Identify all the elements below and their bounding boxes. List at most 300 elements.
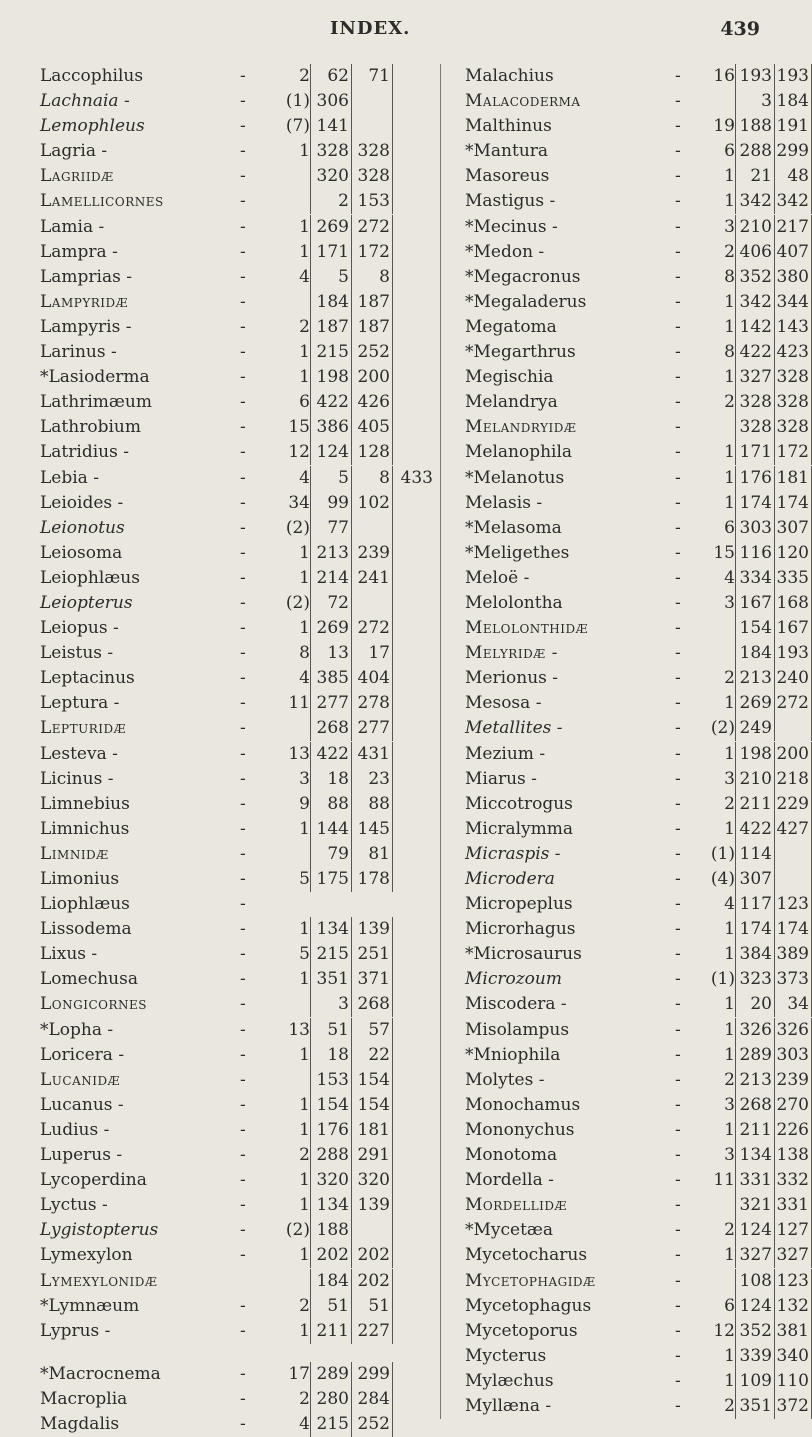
entry-number-2: 13	[310, 641, 351, 666]
entry-number-3: 71	[351, 64, 393, 89]
entry-name: Lemophleus	[40, 116, 145, 137]
entry-number-1: 4	[724, 894, 735, 915]
entry-dash: -	[240, 643, 246, 664]
entry-number-2: 269	[310, 616, 351, 641]
entry-number-3: 278	[351, 691, 393, 716]
entry-number-1: 1	[724, 1245, 735, 1266]
entry-name: Monochamus	[465, 1094, 581, 1115]
entry-number-4	[393, 240, 433, 265]
entry-number-2: 406	[735, 240, 774, 265]
index-entry	[40, 1068, 435, 1093]
entry-numbers	[260, 591, 433, 616]
entry-number-3: 57	[351, 1018, 393, 1043]
entry-number-2: 174	[735, 917, 774, 942]
index-entry	[40, 114, 435, 139]
entry-number-4	[393, 1043, 433, 1068]
entry-dash: -	[240, 843, 246, 864]
entry-numbers	[260, 139, 433, 164]
entry-dash: -	[240, 894, 246, 915]
entry-number-3: 168	[774, 591, 812, 616]
entry-name: *Melasoma	[465, 517, 562, 538]
index-entry	[40, 1269, 435, 1294]
entry-number-4	[393, 817, 433, 842]
entry-dash: -	[240, 367, 246, 388]
entry-name: Lagria -	[40, 141, 108, 162]
entry-number-3: 291	[351, 1143, 393, 1168]
entry-number-2: 422	[735, 817, 774, 842]
entry-numbers	[260, 1412, 433, 1437]
entry-number-1: 8	[724, 266, 735, 287]
index-entry	[465, 1143, 809, 1168]
index-entry	[40, 817, 435, 842]
entry-dash: -	[240, 592, 246, 613]
index-entry	[465, 466, 809, 491]
entry-number-4	[393, 215, 433, 240]
entry-numbers	[260, 1362, 433, 1387]
entry-dash: -	[675, 1195, 681, 1216]
entry-numbers	[695, 516, 812, 541]
entry-numbers	[695, 942, 812, 967]
index-entry	[465, 340, 809, 365]
entry-number-2: 210	[735, 215, 774, 240]
entry-number-1: 1	[299, 241, 310, 262]
index-entry	[465, 365, 809, 390]
entry-numbers	[260, 415, 433, 440]
entry-dash: -	[675, 91, 681, 112]
entry-name: *Mycetæa	[465, 1220, 554, 1241]
entry-dash: -	[240, 668, 246, 689]
entry-number-3: 181	[351, 1118, 393, 1143]
entry-name: Miccotrogus	[465, 793, 573, 814]
entry-name: Lesteva -	[40, 743, 118, 764]
index-entry	[40, 491, 435, 516]
entry-dash: -	[675, 944, 681, 965]
entry-number-4	[393, 967, 433, 992]
entry-name: *Megarthrus	[465, 342, 576, 363]
entry-number-3: 123	[774, 1269, 812, 1294]
entry-dash: -	[240, 216, 246, 237]
entry-number-1	[695, 89, 735, 114]
entry-number-2: 188	[310, 1218, 351, 1243]
entry-dash: -	[240, 241, 246, 262]
entry-name: *Microsaurus	[465, 944, 582, 965]
entry-number-1: (2)	[710, 718, 735, 739]
entry-number-4	[393, 691, 433, 716]
entry-numbers	[260, 1018, 433, 1043]
entry-number-2: 124	[735, 1294, 774, 1319]
entry-numbers	[695, 842, 812, 867]
entry-number-2: 117	[735, 892, 774, 917]
entry-number-1: 12	[288, 442, 310, 463]
entry-number-3: 303	[774, 1043, 812, 1068]
entry-number-1: 2	[724, 1220, 735, 1241]
entry-number-2: 277	[310, 691, 351, 716]
index-entry	[465, 189, 809, 214]
entry-number-3: 327	[774, 1243, 812, 1268]
entry-number-4	[393, 516, 433, 541]
entry-number-2: 342	[735, 290, 774, 315]
entry-dash: -	[675, 843, 681, 864]
entry-name: Melolonthidæ	[465, 618, 589, 639]
entry-name: Mycterus	[465, 1345, 547, 1366]
entry-dash: -	[675, 241, 681, 262]
entry-number-3: 407	[774, 240, 812, 265]
entry-name: Microzoum	[465, 969, 562, 990]
index-entry	[40, 892, 435, 917]
entry-number-4	[393, 265, 433, 290]
entry-number-1: 1	[724, 1345, 735, 1366]
entry-number-2: 198	[735, 742, 774, 767]
entry-dash: -	[240, 1363, 246, 1384]
entry-numbers	[260, 164, 433, 189]
entry-number-2: 288	[310, 1143, 351, 1168]
entry-number-2: 99	[310, 491, 351, 516]
entry-numbers	[260, 265, 433, 290]
entry-number-2: 154	[310, 1093, 351, 1118]
entry-number-3: 404	[351, 666, 393, 691]
entry-dash: -	[240, 517, 246, 538]
entry-number-1: (1)	[285, 91, 310, 112]
entry-number-1: 6	[724, 1295, 735, 1316]
entry-number-1: 2	[299, 66, 310, 86]
index-entry	[465, 315, 809, 340]
entry-dash: -	[675, 392, 681, 413]
entry-number-3: 299	[351, 1362, 393, 1387]
index-entry	[465, 1344, 809, 1369]
entry-number-3	[774, 716, 812, 741]
index-entry	[465, 992, 809, 1017]
index-entry	[40, 315, 435, 340]
entry-dash: -	[675, 542, 681, 563]
index-entry	[40, 1218, 435, 1243]
entry-number-1: 1	[299, 1044, 310, 1065]
entry-dash: -	[240, 291, 246, 312]
entry-number-1: 19	[713, 116, 735, 137]
entry-dash: -	[240, 1094, 246, 1115]
entry-number-1: 1	[724, 291, 735, 312]
entry-number-3: 380	[774, 265, 812, 290]
entry-number-3: 17	[351, 641, 393, 666]
entry-number-2: 124	[735, 1218, 774, 1243]
entry-name: Mordellidæ	[465, 1195, 567, 1216]
entry-numbers	[260, 1168, 433, 1193]
entry-dash: -	[675, 342, 681, 363]
entry-number-4	[393, 1269, 433, 1294]
entry-number-3: 371	[351, 967, 393, 992]
entry-number-3	[351, 114, 393, 139]
entry-numbers	[260, 189, 433, 214]
entry-name: Micraspis -	[465, 843, 561, 864]
entry-name: Lygistopterus	[40, 1220, 159, 1241]
index-entry	[465, 1394, 809, 1419]
entry-number-1: 1	[299, 969, 310, 990]
entry-name: Loricera -	[40, 1044, 125, 1065]
index-entry	[465, 290, 809, 315]
entry-number-2: 306	[310, 89, 351, 114]
entry-numbers	[260, 215, 433, 240]
index-entry	[40, 215, 435, 240]
entry-numbers	[260, 1243, 433, 1268]
index-entry	[465, 390, 809, 415]
entry-number-1: 1	[299, 1195, 310, 1216]
index-entry	[465, 114, 809, 139]
entry-numbers	[260, 917, 433, 942]
entry-numbers	[260, 390, 433, 415]
entry-number-1: 6	[724, 517, 735, 538]
index-entry	[465, 792, 809, 817]
entry-name: Lathrobium	[40, 417, 141, 438]
entry-number-1: 1	[724, 316, 735, 337]
entry-number-1: 1	[724, 492, 735, 513]
index-entry	[465, 666, 809, 691]
entry-name: Microdera	[465, 869, 555, 889]
entry-number-3: 187	[351, 315, 393, 340]
entry-dash: -	[675, 894, 681, 915]
row-spacer	[40, 1344, 435, 1362]
entry-number-3: 34	[774, 992, 812, 1017]
entry-number-3: 181	[774, 466, 812, 491]
entry-numbers	[695, 240, 812, 265]
entry-dash: -	[675, 191, 681, 212]
entry-number-1: (2)	[285, 517, 310, 538]
entry-number-1	[260, 189, 310, 214]
index-entry	[40, 240, 435, 265]
entry-dash: -	[675, 1345, 681, 1366]
index-entry	[40, 767, 435, 792]
entry-name: Microrhagus	[465, 919, 576, 940]
entry-dash: -	[675, 969, 681, 990]
entry-numbers	[695, 541, 812, 566]
entry-numbers	[260, 89, 433, 114]
index-entry	[465, 215, 809, 240]
entry-dash: -	[675, 492, 681, 513]
entry-name: Lucanus -	[40, 1094, 124, 1115]
entry-number-4	[393, 1319, 433, 1344]
index-entry	[40, 792, 435, 817]
entry-number-4	[393, 491, 433, 516]
index-entry	[465, 817, 809, 842]
entry-number-2: 142	[735, 315, 774, 340]
index-entry	[40, 466, 435, 491]
index-entry	[465, 1294, 809, 1319]
entry-dash: -	[240, 1019, 246, 1040]
entry-dash: -	[675, 1370, 681, 1391]
entry-number-4	[393, 1143, 433, 1168]
entry-number-1: 8	[299, 643, 310, 664]
entry-number-1: 3	[724, 1145, 735, 1166]
entry-dash: -	[240, 994, 246, 1015]
entry-number-3: 200	[351, 365, 393, 390]
entry-number-4	[393, 390, 433, 415]
index-entry	[40, 1093, 435, 1118]
entry-number-2: 77	[310, 516, 351, 541]
entry-number-2: 320	[310, 164, 351, 189]
entry-numbers	[260, 240, 433, 265]
entry-number-2: 213	[310, 541, 351, 566]
entry-numbers	[260, 566, 433, 591]
entry-dash: -	[675, 316, 681, 337]
entry-numbers	[260, 967, 433, 992]
entry-name: Limonius	[40, 869, 120, 889]
index-entry	[465, 691, 809, 716]
entry-number-3: 217	[774, 215, 812, 240]
index-entry	[465, 1118, 809, 1143]
entry-number-2: 328	[310, 139, 351, 164]
index-entry	[465, 942, 809, 967]
entry-numbers	[695, 466, 812, 491]
entry-number-4	[393, 942, 433, 967]
entry-number-2: 20	[735, 992, 774, 1017]
entry-numbers	[695, 1269, 812, 1294]
entry-number-3: 307	[774, 516, 812, 541]
entry-name: Micralymma	[465, 818, 574, 839]
index-entry	[40, 992, 435, 1017]
entry-numbers	[260, 867, 433, 892]
index-entry	[40, 365, 435, 390]
entry-number-2: 269	[735, 691, 774, 716]
entry-number-1: 1	[724, 367, 735, 388]
entry-dash: -	[675, 718, 681, 739]
entry-dash: -	[675, 919, 681, 940]
index-entry	[40, 1043, 435, 1068]
entry-number-1: 1	[724, 818, 735, 839]
entry-number-4	[393, 1093, 433, 1118]
entry-number-1: 4	[299, 266, 310, 287]
entry-number-2: 18	[310, 1043, 351, 1068]
entry-numbers	[695, 1218, 812, 1243]
entry-number-1	[260, 992, 310, 1017]
entry-number-1: 1	[299, 1119, 310, 1140]
entry-numbers	[260, 516, 433, 541]
entry-number-2: 3	[310, 992, 351, 1017]
entry-numbers	[695, 1143, 812, 1168]
index-entry	[465, 641, 809, 666]
entry-numbers	[695, 189, 812, 214]
entry-number-1: 1	[724, 1119, 735, 1140]
entry-number-3: 81	[351, 842, 393, 867]
entry-name: Meloë -	[465, 567, 530, 588]
entry-number-4	[393, 1294, 433, 1319]
index-entry	[40, 867, 435, 892]
entry-numbers	[695, 1394, 812, 1419]
entry-number-1: (2)	[285, 1220, 310, 1241]
entry-number-2: 211	[310, 1319, 351, 1344]
entry-number-1: 1	[724, 743, 735, 764]
entry-number-4	[393, 1118, 433, 1143]
entry-dash: -	[675, 216, 681, 237]
entry-number-1: 9	[299, 793, 310, 814]
index-entry	[465, 616, 809, 641]
index-entry	[40, 591, 435, 616]
entry-name: Megischia	[465, 367, 554, 388]
index-entry	[40, 942, 435, 967]
entry-numbers	[695, 315, 812, 340]
entry-number-3: 272	[351, 616, 393, 641]
entry-numbers	[695, 591, 812, 616]
entry-number-2: 422	[310, 390, 351, 415]
entry-name: Licinus -	[40, 768, 114, 789]
entry-numbers	[260, 792, 433, 817]
entry-number-1: 4	[299, 1413, 310, 1434]
entry-number-2: 323	[735, 967, 774, 992]
entry-dash: -	[240, 768, 246, 789]
entry-number-4	[393, 616, 433, 641]
entry-name: Monotoma	[465, 1145, 558, 1166]
entry-numbers	[695, 340, 812, 365]
index-entry	[465, 415, 809, 440]
entry-number-2: 167	[735, 591, 774, 616]
entry-dash: -	[675, 567, 681, 588]
entry-numbers	[260, 491, 433, 516]
entry-name: Leiopus -	[40, 618, 119, 639]
entry-number-3: 251	[351, 942, 393, 967]
entry-numbers	[260, 1043, 433, 1068]
index-entry	[40, 516, 435, 541]
entry-dash: -	[675, 1094, 681, 1115]
entry-dash: -	[240, 1320, 246, 1341]
entry-number-2: 386	[310, 415, 351, 440]
entry-number-3: 120	[774, 541, 812, 566]
entry-numbers	[260, 1068, 433, 1093]
entry-dash: -	[240, 467, 246, 488]
entry-number-4	[393, 1412, 433, 1437]
entry-number-3: 127	[774, 1218, 812, 1243]
entry-number-4	[393, 842, 433, 867]
entry-numbers	[260, 616, 433, 641]
entry-dash: -	[240, 66, 246, 86]
entry-dash: -	[675, 869, 681, 889]
entry-number-1	[695, 616, 735, 641]
entry-number-3: 252	[351, 1412, 393, 1437]
index-entry	[465, 1269, 809, 1294]
entry-dash: -	[675, 818, 681, 839]
entry-number-3: 328	[351, 139, 393, 164]
entry-dash: -	[240, 1170, 246, 1191]
index-entry	[465, 240, 809, 265]
entry-number-1	[695, 641, 735, 666]
entry-dash: -	[240, 718, 246, 739]
entry-dash: -	[675, 1270, 681, 1291]
entry-number-3: 372	[774, 1394, 812, 1419]
entry-number-3: 128	[351, 440, 393, 465]
entry-number-3: 200	[774, 742, 812, 767]
entry-numbers	[695, 641, 812, 666]
entry-number-3: 229	[774, 792, 812, 817]
entry-number-4	[393, 917, 433, 942]
entry-number-1: 2	[299, 1145, 310, 1166]
entry-name: *Megacronus	[465, 266, 581, 287]
entry-number-2: 215	[310, 942, 351, 967]
entry-name: Molytes -	[465, 1069, 545, 1090]
entry-number-2: 134	[735, 1143, 774, 1168]
entry-name: *Mecinus -	[465, 216, 558, 237]
entry-dash: -	[675, 592, 681, 613]
index-entry	[465, 64, 809, 89]
entry-number-2: 176	[735, 466, 774, 491]
entry-number-3: 23	[351, 767, 393, 792]
entry-number-2: 187	[310, 315, 351, 340]
index-entry	[40, 566, 435, 591]
entry-name: Melasis -	[465, 492, 543, 513]
entry-number-4	[393, 716, 433, 741]
entry-number-2: 320	[310, 1168, 351, 1193]
entry-numbers	[695, 1043, 812, 1068]
entry-number-4: 433	[400, 467, 433, 488]
index-entry	[40, 415, 435, 440]
entry-number-3	[774, 842, 812, 867]
entry-dash: -	[675, 1119, 681, 1140]
entry-number-1: 1	[724, 1370, 735, 1391]
